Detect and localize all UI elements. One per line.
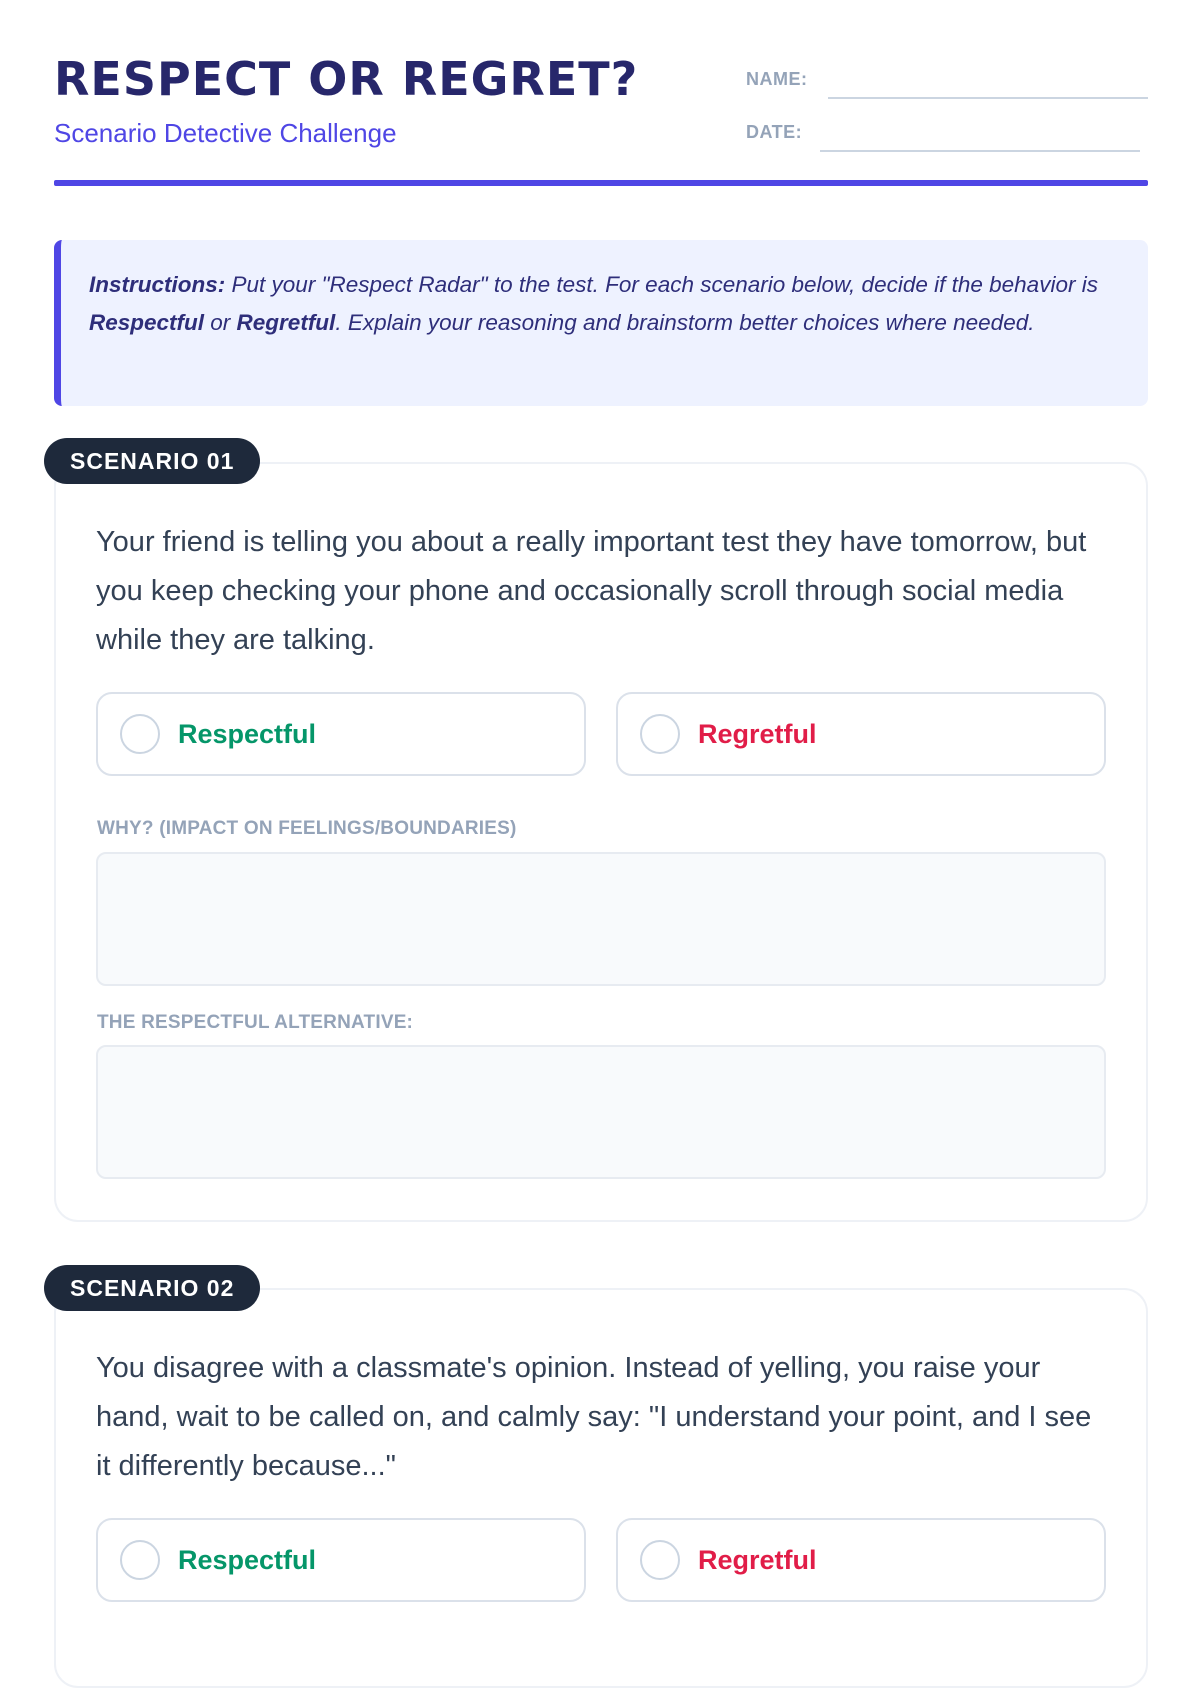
name-field[interactable]	[828, 97, 1148, 99]
why-answer-box[interactable]	[96, 852, 1106, 986]
name-label: NAME:	[746, 69, 808, 89]
respectful-label: Respectful	[178, 719, 317, 749]
instructions-respectful: Respectful	[89, 310, 205, 335]
regretful-label: Regretful	[698, 1545, 817, 1575]
instructions-regretful: Regretful	[236, 310, 336, 335]
scenario-text-1: Your friend is telling you about a really important test they have tomorrow, but you keep checking your phone and occasionally scroll through social media while they are talking.	[96, 526, 1087, 656]
instructions-lead: Instructions:	[89, 272, 226, 297]
scenario-text-2: You disagree with a classmate's opinion. Instead of yelling, you raise your hand, wait to be called on, and calmly say: "I understand your point, and I see it differently because..."	[96, 1352, 1092, 1482]
respectful-option-2[interactable]	[96, 1518, 586, 1602]
radio-circle-icon[interactable]	[120, 714, 160, 754]
alternative-label: THE RESPECTFUL ALTERNATIVE:	[97, 1012, 414, 1033]
regretful-option-1[interactable]	[616, 692, 1106, 776]
instructions-text-2: . Explain your reasoning and brainstorm better choices where needed.	[335, 310, 1035, 335]
date-label: DATE:	[746, 122, 803, 142]
scenario-badge-2: SCENARIO 02	[44, 1265, 260, 1311]
regretful-label: Regretful	[698, 719, 817, 749]
respectful-label: Respectful	[178, 1545, 317, 1575]
scenario-badge-1: SCENARIO 01	[44, 438, 260, 484]
page-subtitle: Scenario Detective Challenge	[54, 118, 397, 148]
date-field[interactable]	[820, 150, 1140, 152]
radio-circle-icon[interactable]	[640, 714, 680, 754]
radio-circle-icon[interactable]	[640, 1540, 680, 1580]
respectful-option-1[interactable]	[96, 692, 586, 776]
header-divider	[54, 180, 1148, 186]
instructions-or: or	[204, 310, 237, 335]
alternative-answer-box[interactable]	[96, 1045, 1106, 1179]
page-title: RESPECT OR REGRET?	[54, 52, 639, 106]
instructions-text-1: Put your "Respect Radar" to the test. For each scenario below, decide if the behavior is	[225, 272, 1098, 297]
instructions-box	[54, 240, 1148, 406]
why-label: WHY? (IMPACT ON FEELINGS/BOUNDARIES)	[97, 818, 517, 839]
regretful-option-2[interactable]	[616, 1518, 1106, 1602]
radio-circle-icon[interactable]	[120, 1540, 160, 1580]
